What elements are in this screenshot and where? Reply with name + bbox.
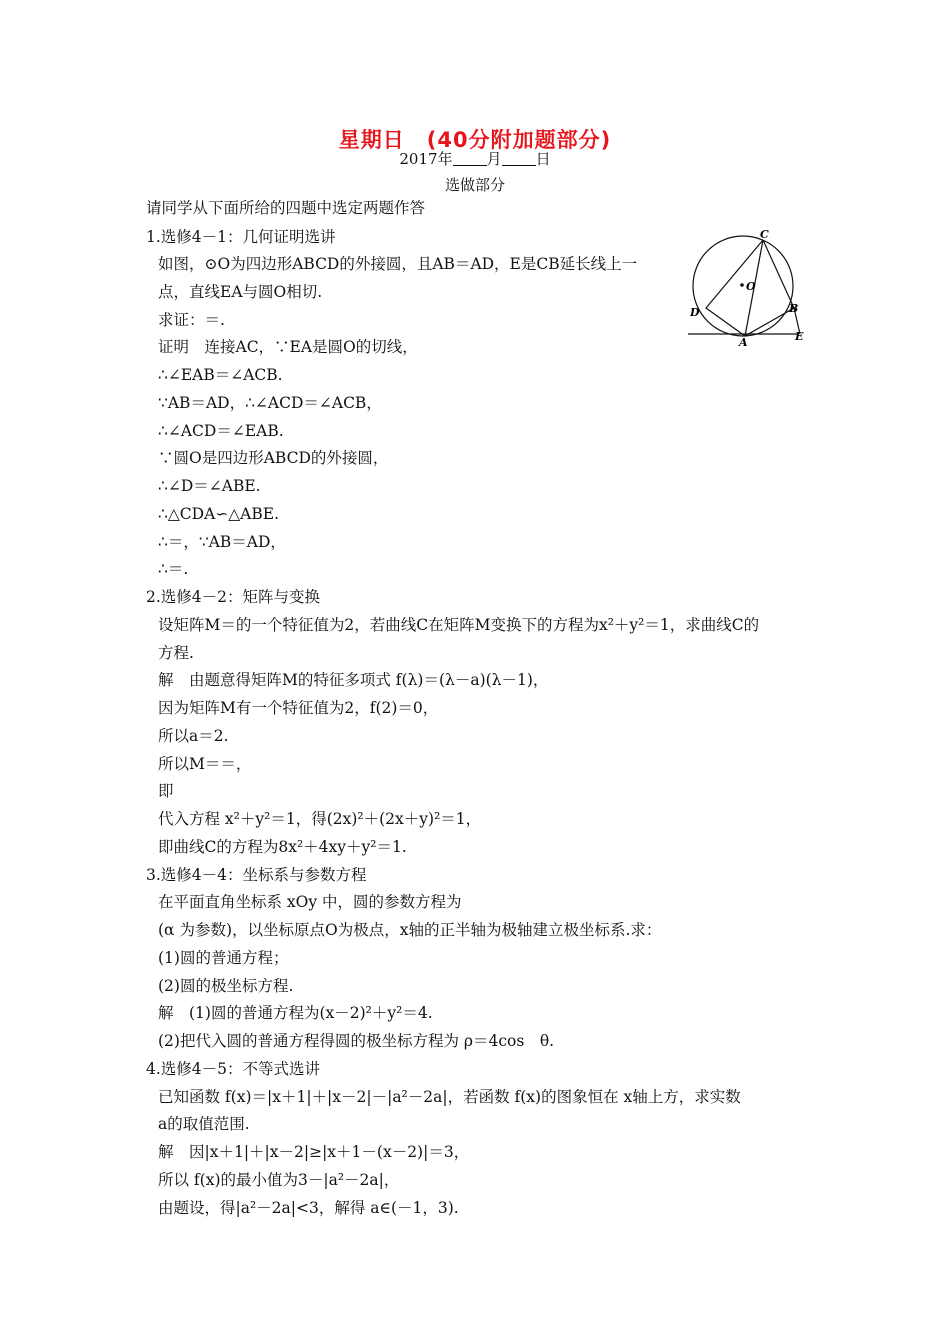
text-line: 即 bbox=[158, 782, 174, 800]
center-dot bbox=[740, 283, 744, 287]
date-day: 日 bbox=[535, 150, 551, 168]
text-line: 即曲线C的方程为8x²＋4xy＋y²＝1. bbox=[158, 838, 407, 856]
section-heading: 4.选修4－5：不等式选讲 bbox=[146, 1060, 321, 1078]
text-line: ∵圆O是四边形ABCD的外接圆， bbox=[158, 449, 389, 467]
text-line: 因为矩阵M有一个特征值为2，f(2)＝0， bbox=[158, 699, 439, 717]
label-e: E bbox=[795, 330, 804, 343]
text-line: (2)圆的极坐标方程. bbox=[158, 977, 294, 995]
label-a: A bbox=[739, 336, 748, 348]
text-line: 证明 连接AC，∵EA是圆O的切线， bbox=[158, 338, 418, 356]
text-line: 解 (1)圆的普通方程为(x－2)²＋y²＝4. bbox=[158, 1004, 433, 1022]
text-line: 所以 f(x)的最小值为3－|a²－2a|， bbox=[158, 1171, 400, 1189]
page-title: 星期日 (40分附加题部分) bbox=[338, 128, 612, 152]
text-line: ∵AB＝AD，∴∠ACD＝∠ACB， bbox=[158, 394, 382, 412]
label-c: C bbox=[760, 228, 769, 241]
text-line: (2)把代入圆的普通方程得圆的极坐标方程为 ρ＝4cos θ. bbox=[158, 1032, 555, 1050]
intro-text: 请同学从下面所给的四题中选定两题作答 bbox=[146, 199, 426, 217]
section-heading: 1.选修4－1：几何证明选讲 bbox=[146, 228, 336, 246]
text-line: 解 因|x＋1|＋|x－2|≥|x＋1－(x－2)|＝3， bbox=[158, 1143, 470, 1161]
date-year: 2017年 bbox=[399, 150, 453, 168]
text-line: 点，直线EA与圆O相切. bbox=[158, 283, 323, 301]
text-line: 由题设，得|a²－2a|<3，解得 a∈(－1，3). bbox=[158, 1199, 459, 1217]
text-line: 所以M＝＝， bbox=[158, 755, 252, 773]
text-line: ∴△CDA∽△ABE. bbox=[158, 505, 279, 523]
text-line: 如图，⊙O为四边形ABCD的外接圆，且AB＝AD，E是CB延长线上一 bbox=[158, 255, 638, 273]
label-o: O bbox=[746, 280, 756, 293]
section-heading: 3.选修4－4：坐标系与参数方程 bbox=[146, 866, 367, 884]
text-line: 在平面直角坐标系 xOy 中，圆的参数方程为 bbox=[158, 893, 462, 911]
text-line: 所以a＝2. bbox=[158, 727, 229, 745]
label-b: B bbox=[789, 302, 799, 315]
text-line: 方程. bbox=[158, 644, 194, 662]
text-line: 设矩阵M＝的一个特征值为2，若曲线C在矩阵M变换下的方程为x²＋y²＝1，求曲线C的 bbox=[158, 616, 760, 634]
section-subtitle: 选做部分 bbox=[444, 176, 505, 194]
label-d: D bbox=[690, 306, 700, 319]
text-line: (1)圆的普通方程； bbox=[158, 949, 289, 967]
text-line: a的取值范围. bbox=[158, 1115, 250, 1133]
date-month: 月 bbox=[486, 150, 502, 168]
text-line: ∴∠EAB＝∠ACB. bbox=[158, 366, 283, 384]
text-line: 已知函数 f(x)＝|x＋1|＋|x－2|－|a²－2a|，若函数 f(x)的图象恒在 x轴上方，求实数 bbox=[158, 1088, 741, 1106]
text-line: ∴∠D＝∠ABE. bbox=[158, 477, 261, 495]
text-line: 代入方程 x²＋y²＝1，得(2x)²＋(2x＋y)²＝1， bbox=[158, 810, 482, 828]
text-line: ∴∠ACD＝∠EAB. bbox=[158, 422, 284, 440]
circle-diagram bbox=[688, 226, 810, 348]
text-line: (α 为参数)，以坐标原点O为极点，x轴的正半轴为极轴建立极坐标系.求： bbox=[158, 921, 662, 939]
text-line: 解 由题意得矩阵M的特征多项式 f(λ)＝(λ－a)(λ－1)， bbox=[158, 671, 549, 689]
date-line bbox=[0, 148, 950, 169]
section-heading: 2.选修4－2：矩阵与变换 bbox=[146, 588, 321, 606]
text-line: ∴＝. bbox=[158, 560, 189, 578]
day-blank bbox=[502, 151, 536, 166]
text-line: 求证：＝. bbox=[158, 311, 225, 329]
month-blank bbox=[453, 151, 487, 166]
text-line: ∴＝，∵AB＝AD， bbox=[158, 533, 286, 551]
